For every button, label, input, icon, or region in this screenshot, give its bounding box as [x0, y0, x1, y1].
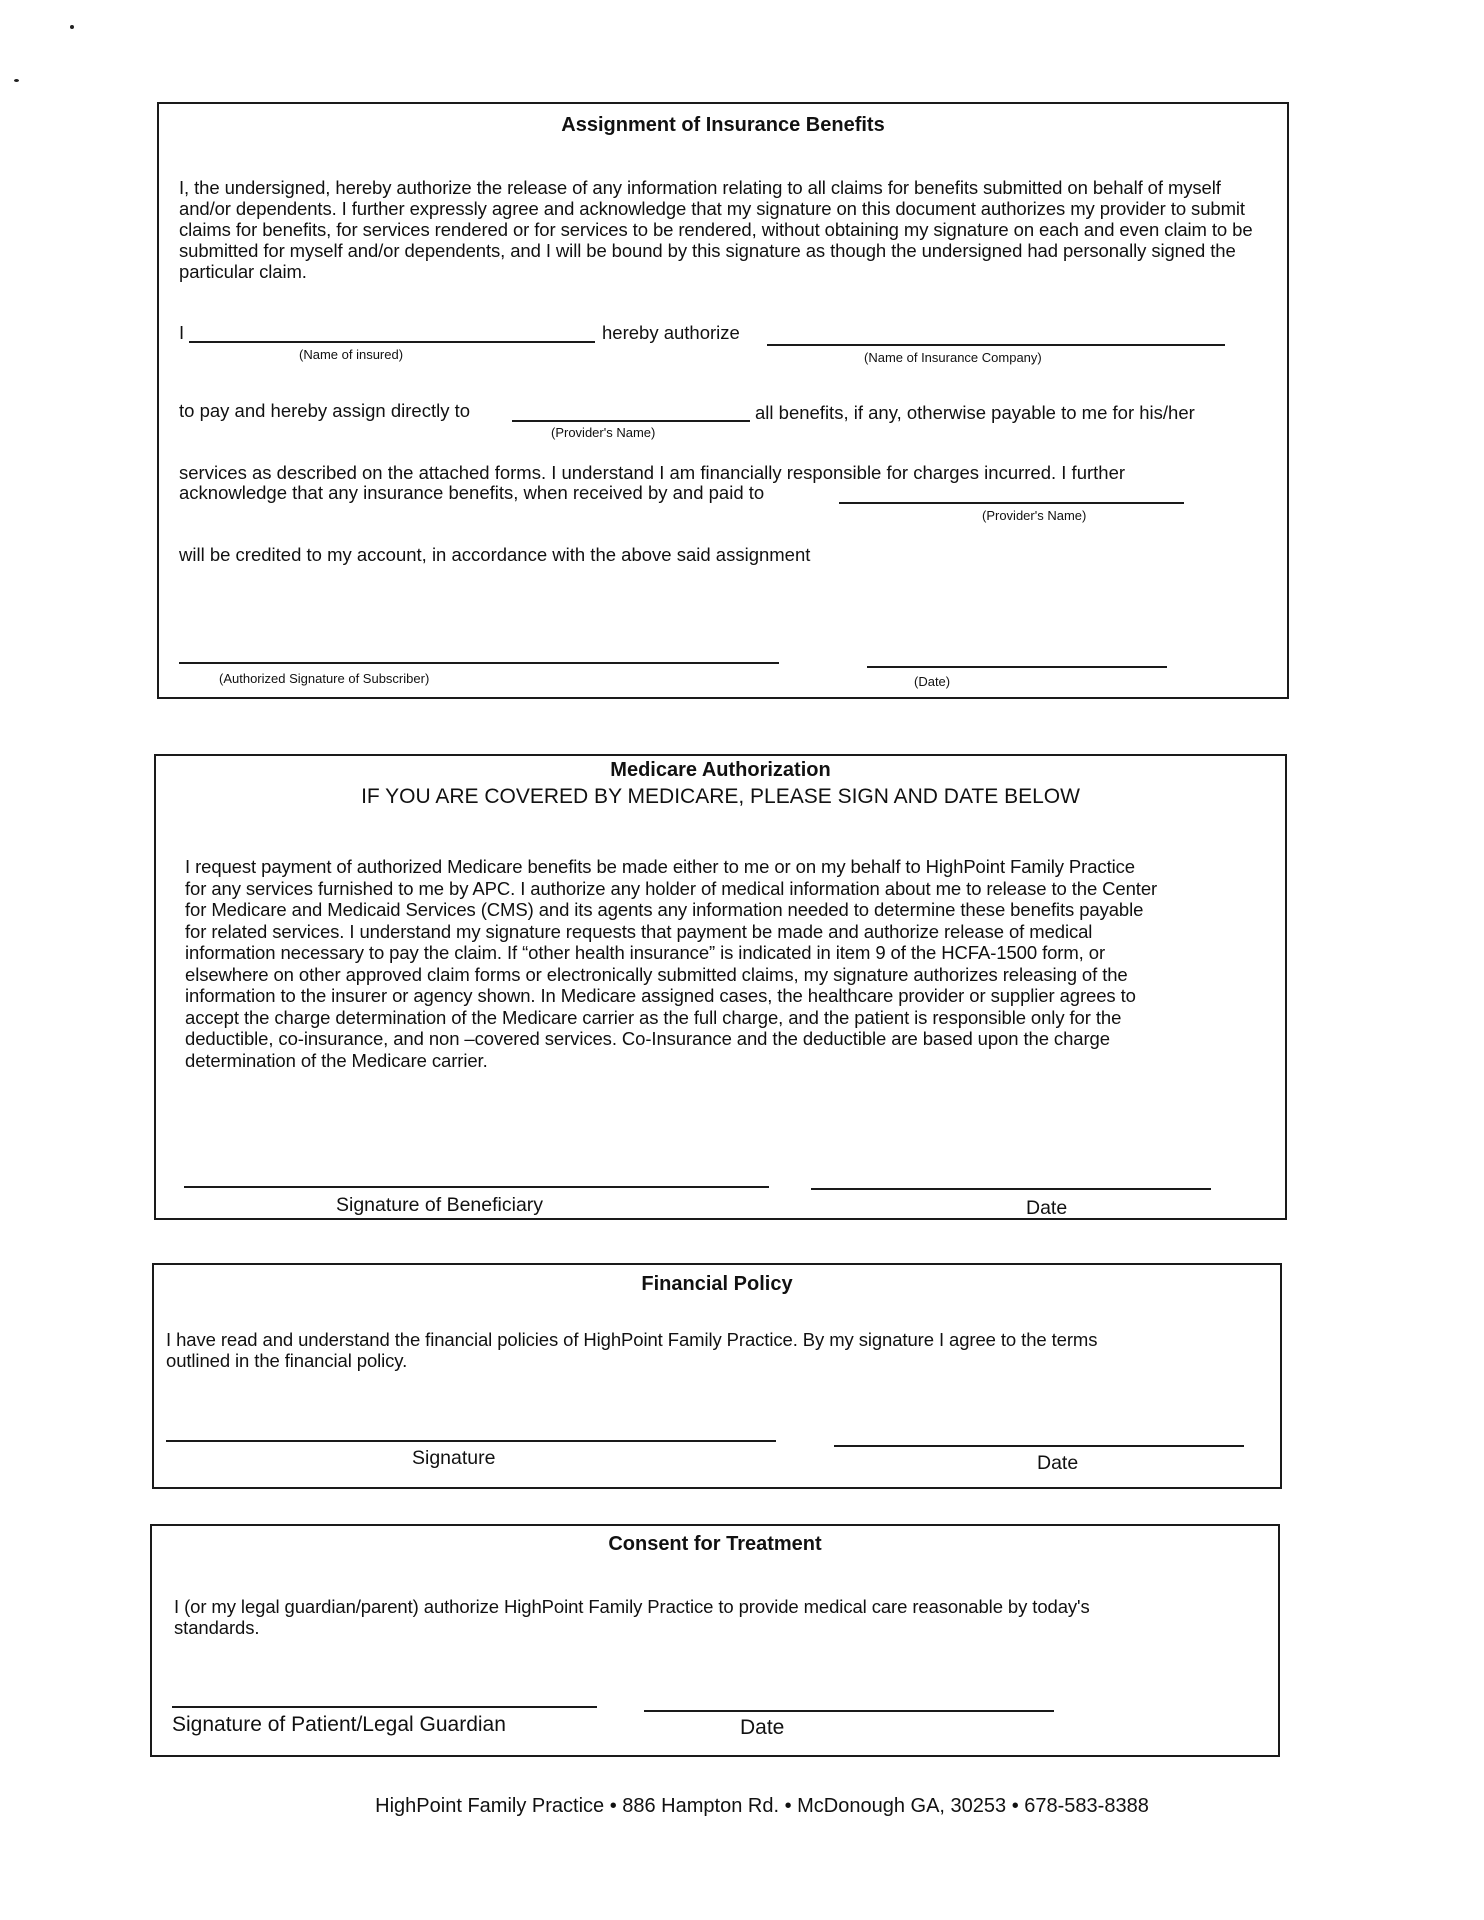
section-subtitle: IF YOU ARE COVERED BY MEDICARE, PLEASE SIGN AND DATE BELOW: [361, 785, 1080, 808]
paragraph-line: for Medicare and Medicaid Services (CMS) and its agents any information needed to determine these benefits payable: [185, 899, 1144, 920]
assignment-paragraph: I, the undersigned, hereby authorize the release of any information relating to all claims for benefits submitted on behalf of myself and/or dependents. I further expressly agree and acknowledge that my signature on this document authorizes my provider to submit claims for benefits, for services rendered or for services to be rendered, without obtaining my signature on each and even claim to be submitted for myself and/or dependents, and I will be bound by this signature as though the undersigned had personally signed the particular claim.: [179, 177, 1253, 282]
consent-paragraph: [174, 1596, 1274, 1638]
assignment-of-benefits-section: [157, 102, 1289, 699]
date-caption: (Date): [914, 674, 951, 689]
consent-for-treatment-section: [150, 1524, 1280, 1757]
subscriber-signature-field[interactable]: [179, 662, 779, 664]
practice-footer: HighPoint Family Practice • 886 Hampton Rd. • McDonough GA, 30253 • 678-583-8388: [375, 1795, 1149, 1817]
section-title: Consent for Treatment: [608, 1533, 822, 1555]
line2-prefix: to pay and hereby assign directly to: [179, 400, 471, 421]
scan-speck: [14, 79, 19, 82]
section-title: Medicare Authorization: [610, 759, 831, 781]
provider-name-field-1[interactable]: [512, 420, 750, 422]
financial-policy-section: [152, 1263, 1282, 1489]
line4-prefix: acknowledge that any insurance benefits, when received by and paid to: [179, 482, 765, 503]
line1-prefix: I: [179, 322, 185, 343]
signature-label: Signature of Beneficiary: [336, 1194, 544, 1216]
paragraph-line: I have read and understand the financial policies of HighPoint Family Practice. By my signature I agree to the terms: [166, 1329, 1098, 1350]
section-title: Financial Policy: [641, 1273, 793, 1295]
financial-signature-field[interactable]: [166, 1440, 776, 1442]
providers-name-caption: (Provider's Name): [551, 425, 656, 440]
signature-caption: (Authorized Signature of Subscriber): [219, 671, 430, 686]
name-of-insured-field[interactable]: [189, 341, 595, 343]
scan-speck: [70, 25, 74, 29]
provider-name-field-2[interactable]: [839, 502, 1184, 504]
section-title: Assignment of Insurance Benefits: [561, 114, 885, 136]
subscriber-date-field[interactable]: [867, 666, 1167, 668]
paragraph-line: I (or my legal guardian/parent) authorize HighPoint Family Practice to provide medical care reasonable by today's: [174, 1596, 1090, 1617]
patient-signature-field[interactable]: [172, 1706, 597, 1708]
beneficiary-signature-field[interactable]: [184, 1186, 769, 1188]
paragraph-line: accept the charge determination of the Medicare carrier as the full charge, and the patient is responsible only for the: [185, 1006, 1122, 1028]
paragraph-line: standards.: [174, 1617, 260, 1638]
paragraph-line: outlined in the financial policy.: [166, 1350, 408, 1371]
paragraph-line: information necessary to pay the claim. If “other health insurance” is indicated in item 9 of the HCFA-1500 form, or: [185, 942, 1106, 963]
date-label: Date: [1026, 1197, 1068, 1219]
insurance-company-field[interactable]: [767, 344, 1225, 346]
signature-label: Signature of Patient/Legal Guardian: [172, 1713, 506, 1736]
medicare-authorization-section: [154, 754, 1287, 1220]
date-label: Date: [740, 1716, 785, 1739]
paragraph-line: I request payment of authorized Medicare benefits be made either to me or on my behalf to HighPoint Family Practice: [185, 856, 1135, 877]
line3: services as described on the attached forms. I understand I am financially responsible for charges incurred. I further: [179, 462, 1126, 483]
line2-suffix: all benefits, if any, otherwise payable to me for his/her: [755, 402, 1195, 423]
paragraph-line: deductible, co-insurance, and non –covered services. Co-Insurance and the deductible are based upon the charge: [185, 1028, 1110, 1049]
line5: will be credited to my account, in accordance with the above said assignment: [179, 544, 811, 565]
paragraph-line: for any services furnished to me by APC. I authorize any holder of medical information about me to release to the Center: [185, 877, 1158, 899]
financial-date-field[interactable]: [834, 1445, 1244, 1447]
signature-label: Signature: [412, 1447, 496, 1469]
paragraph-line: elsewhere on other approved claim forms or electronically submitted claims, my signature authorizes releasing of the: [185, 963, 1128, 985]
beneficiary-date-field[interactable]: [811, 1188, 1211, 1190]
patient-date-field[interactable]: [644, 1710, 1054, 1712]
line1-middle: hereby authorize: [602, 322, 740, 343]
paragraph-line: determination of the Medicare carrier.: [185, 1049, 488, 1071]
financial-paragraph: [166, 1329, 1276, 1371]
date-label: Date: [1037, 1452, 1079, 1474]
paragraph-line: information to the insurer or agency shown. In Medicare assigned cases, the healthcare provider or supplier agrees to: [185, 985, 1136, 1006]
insurance-company-caption: (Name of Insurance Company): [864, 350, 1042, 365]
name-of-insured-caption: (Name of insured): [299, 347, 404, 362]
medicare-paragraph: [185, 856, 1275, 1071]
providers-name-caption-2: (Provider's Name): [982, 508, 1087, 523]
paragraph-line: for related services. I understand my signature requests that payment be made and authorize release of medical: [185, 920, 1093, 942]
